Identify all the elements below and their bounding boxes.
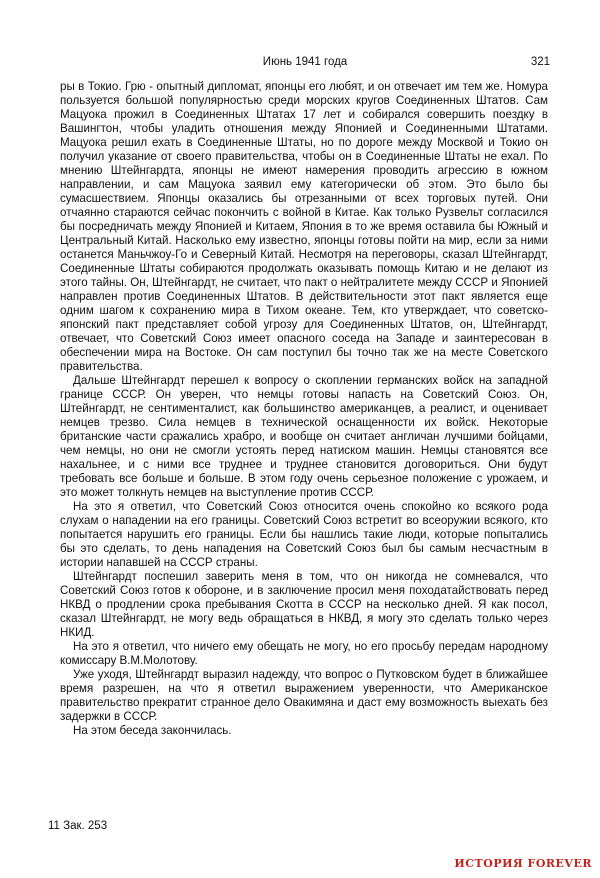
paragraph-7: На этом беседа закончилась. <box>73 724 232 737</box>
page-header <box>60 56 550 72</box>
printer-signature: 11 Зак. 253 <box>48 820 108 832</box>
paragraph-3: На это я ответил, что Советский Союз относится очень спокойно ко всякого рода слухам о нападении на его границы. Советский Союз встретит во всеоружии всякого, кто попытается нарушить его границы. Если бы нашлись такие люди, которые попытались бы это сделать, то день нападения на Советский Союз был бы самым несчастным в истории напавшей на СССР страны. <box>60 500 548 569</box>
paragraph-6: Уже уходя, Штейнгардт выразил надежду, что вопрос о Путковском будет в ближайшее время разрешен, на что я ответил выражением уверенности, что Американское правительство прекратит странное дело Овакимяна и даст ему возможность выехать без задержки в СССР. <box>60 668 548 723</box>
paragraph-5: На это я ответил, что ничего ему обещать не могу, но его просьбу передам народному комиссару В.М.Молотову. <box>60 640 548 667</box>
brand-watermark: ИСТОРИЯ FOREVER <box>454 857 592 870</box>
paragraph-2: Дальше Штейнгардт перешел к вопросу о скоплении германских войск на западной границе СССР. Он уверен, что немцы готовы напасть на Советский Союз. Он, Штейнгардт, не сентименталист, как большинство американцев, а реалист, и оценивает немцев трезво. Сила немцев в технической оснащенности их войск. Некоторые британские части сражались храбро, и вообще он считает англичан лучшими бойцами, чем немцы, но они не смогли устоять перед натиском машин. Немцы становятся все нахальнее, и с ними все труднее и труднее становится договориться. Они будут требовать все больше и больше. В этом году очень серьезное положение с урожаем, и это может толкнуть немцев на выступление против СССР. <box>60 374 548 499</box>
body-text <box>60 80 548 738</box>
page-number: 321 <box>530 56 550 68</box>
paragraph-4: Штейнгардт поспешил заверить меня в том, что он никогда не сомневался, что Советский Союз готов к обороне, и в заключение просил меня походатайствовать перед НКВД о продлении срока пребывания Скотта в СССР на несколько дней. Я как посол, сказал Штейнгардт, не могу ведь обращаться в НКВД, я могу это сделать только через НКИД. <box>60 570 548 639</box>
running-title: Июнь 1941 года <box>262 56 348 68</box>
paragraph-1: ры в Токио. Грю - опытный дипломат, японцы его любят, и он отвечает им тем же. Номура пользуется большой популярностью среди морских кругов Соединенных Штатов. Сам Мацуока прожил в Соединенных Штатах 17 лет и собирался совершить поездку в Вашингтон, чтобы уладить отношения между Японией и Соединенными Штатами. Мацуока решил ехать в Соединенные Штаты, но по дороге между Москвой и Токио он получил указание от своего правительства, чтобы он в Соединенные Штаты не ехал. По мнению Штейнгардта, японцы не имеют намерения проводить агрессию в южном направлении, и сам Мацуока заявил ему категорически об этом. Это было бы сумасшествием. Японцы оказались бы отрезанными от всех торговых путей. Они отчаянно стараются сейчас покончить с войной в Китае. Как только Рузвельт согласился бы посредничать между Японией и Китаем, Япония в то же время оставила бы Южный и Центральный Китай. Насколько ему известно, японцы готовы пойти на мир, если за ними останется Маньчжоу-Го и Северный Китай. Несмотря на переговоры, сказал Штейнгардт, Соединенные Штаты собираются продолжать оказывать помощь Китаю и не делают из этого тайны. Он, Штейнгардт, не считает, что пакт о нейтралитете между СССР и Японией направлен против Соединенных Штатов. В действительности этот пакт является еще одним шагом к сохранению мира в Тихом океане. Тем, кто утверждает, что советско-японский пакт представляет собой угрозу для Соединенных Штатов, он, Штейнгардт, отвечает, что Советский Союз имеет опасного соседа на Западе и заинтересован в обеспечении мира на Востоке. Он сам поступил бы точно так же на месте Советского правительства. <box>60 80 548 373</box>
